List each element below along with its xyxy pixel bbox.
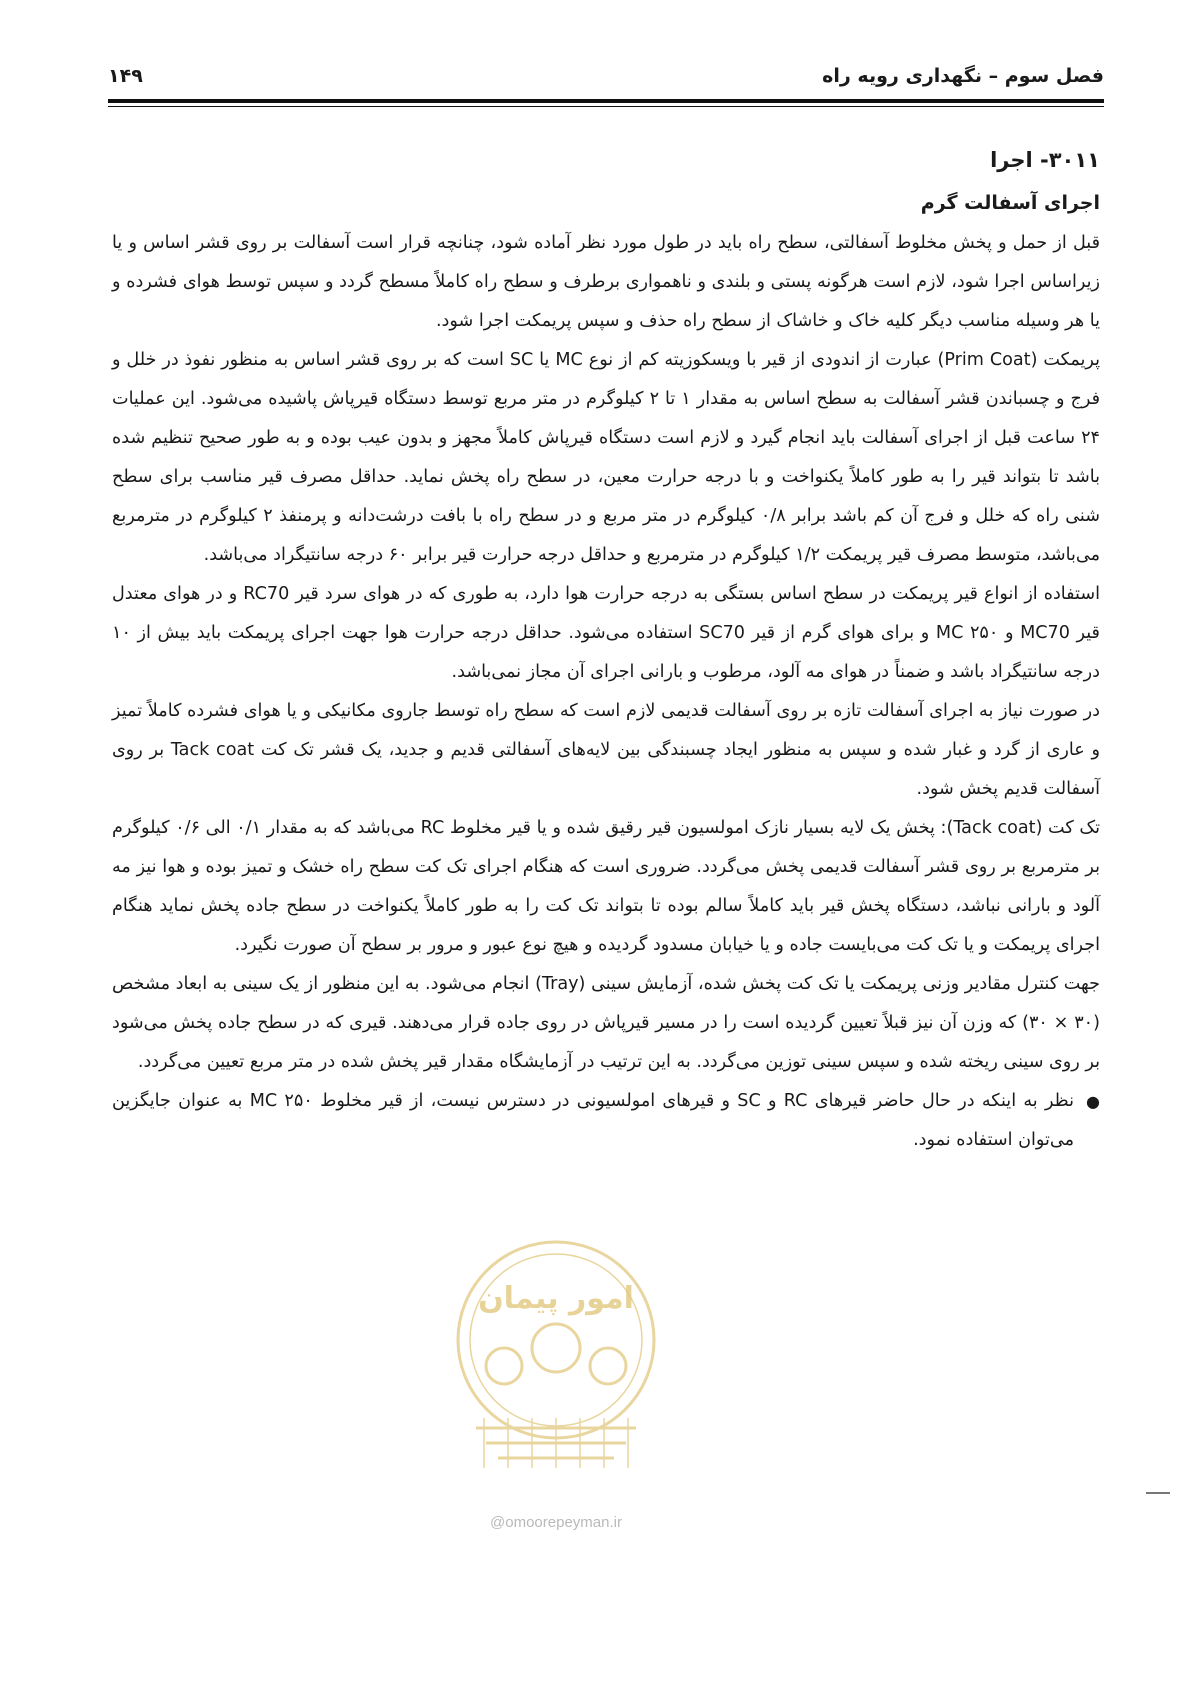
- watermark-url: @omoorepeyman.ir: [490, 1514, 622, 1531]
- paragraph-overlay-cleaning: در صورت نیاز به اجرای آسفالت تازه بر روی آسفالت قدیمی لازم است که سطح راه توسط جاروی مکانیکی و یا هوای فشرده کاملاً تمیز و عاری از گرد و غبار شده و سپس به منظور ایجاد چسبندگی بین لایه‌های آسفالتی قدیم و جدید، یک قشر تک کت Tack coat بر روی آسفالت قدیم پخش شود.: [112, 701, 1101, 799]
- watermark-logo: [436, 1228, 676, 1498]
- header-rule-thin: [108, 106, 1104, 107]
- bullet-item: [112, 1082, 1100, 1160]
- paragraph-prime-coat-types: استفاده از انواع قیر پریمکت در سطح اساس بستگی به درجه حرارت هوا دارد، به طوری که در هوای سرد قیر RC70 و در هوای معتدل قیر MC70 و MC ۲۵۰ و برای هوای گرم از قیر SC70 استفاده می‌شود. حداقل درجه حرارت هوا جهت اجرای پریمکت باید بیش از ۱۰ درجه سانتیگراد باشد و ضمناً در هوای مه آلود، مرطوب و بارانی اجرای آن مجاز نمی‌باشد.: [112, 584, 1101, 682]
- page-header: [108, 56, 1104, 96]
- page-number: ۱۴۹: [108, 65, 143, 87]
- paragraph-tack-coat: تک کت (Tack coat): پخش یک لایه بسیار نازک امولسیون قیر رقیق شده و یا قیر مخلوط RC می‌باشد که به مقدار ۰/۱ الی ۰/۶ کیلوگرم بر مترمربع بر روی قشر آسفالت قدیمی پخش می‌گردد. ضروری است که هنگام اجرای تک کت سطح راه خشک و تمیز بوده و هوا نیز مه آلود و بارانی نباشد، دستگاه پخش قیر باید کاملاً سالم بوده تا بتواند تک کت را به طور کاملاً یکنواخت در سطح جاده پخش نماید هنگام اجرای پریمکت و یا تک کت می‌بایست جاده و یا خیابان مسدود گردیده و هیچ نوع عبور و مرور بر سطح آن صورت نگیرد.: [112, 818, 1100, 955]
- page-content: [112, 138, 1100, 1160]
- bullet-text: نظر به اینکه در حال حاضر قیرهای RC و SC و قیرهای امولسیونی در دسترس نیست، از قیر مخلوط MC ۲۵۰ به عنوان جایگزین می‌توان استفاده نمود.: [112, 1091, 1074, 1150]
- watermark-logo-text: امور پیمان: [478, 1281, 634, 1316]
- paragraph-surface-preparation: قبل از حمل و پخش مخلوط آسفالتی، سطح راه باید در طول مورد نظر آماده شود، چنانچه قرار است آسفالت بر روی قشر اساس و یا زیراساس اجرا شود، لازم است هرگونه پستی و بلندی و ناهمواری برطرف و سطح راه کاملاً مسطح گردد و سپس توسط هوای فشرده و یا هر وسیله مناسب دیگر کلیه خاک و خاشاک از سطح راه حذف و سپس پریمکت اجرا شود.: [112, 233, 1100, 331]
- bullet-mark: ●: [1086, 1092, 1100, 1111]
- chapter-title: فصل سوم – نگهداری رویه راه: [822, 65, 1104, 87]
- header-rule-thick: [108, 99, 1104, 103]
- paragraph-prime-coat: پریمکت (Prim Coat) عبارت از اندودی از قیر با ویسکوزیته کم از نوع MC یا SC است که بر روی قشر اساس به منظور نفوذ در خلل و فرج و چسباندن قشر آسفالت به سطح اساس به مقدار ۱ تا ۲ کیلوگرم در متر مربع توسط دستگاه قیرپاش پاشیده می‌شود. این عملیات ۲۴ ساعت قبل از اجرای آسفالت باید انجام گیرد و لازم است دستگاه قیرپاش کاملاً مجهز و بدون عیب بوده و به طور صحیح تنظیم شده باشد تا بتواند قیر را به طور کاملاً یکنواخت و با درجه حرارت معین، در سطح راه پخش نماید. حداقل مصرف قیر مناسب برای سطح شنی راه که خلل و فرج آن کم باشد برابر ۰/۸ کیلوگرم در متر مربع و در سطح راه با بافت درشت‌دانه و پرمنفذ ۲ کیلوگرم در مترمربع می‌باشد، متوسط مصرف قیر پریمکت ۱/۲ کیلوگرم در مترمربع و حداقل درجه حرارت قیر برابر ۶۰ درجه سانتیگراد می‌باشد.: [112, 350, 1101, 565]
- scan-mark: [1146, 1492, 1170, 1494]
- paragraph-tray-test: جهت کنترل مقادیر وزنی پریمکت یا تک کت پخش شده، آزمایش سینی (Tray) انجام می‌شود. به این منظور از یک سینی به ابعاد مشخص (۳۰ × ۳۰) که وزن آن نیز قبلاً تعیین گردیده است را در مسیر قیرپاش در روی جاده قرار می‌دهند. قیری که در سطح جاده پخش می‌شود بر روی سینی ریخته شده و سپس سینی توزین می‌گردد. به این ترتیب در آزمایشگاه مقدار قیر پخش شده در متر مربع تعیین می‌گردد.: [112, 974, 1100, 1072]
- section-heading: ۳۰۱۱- اجرا: [990, 148, 1100, 172]
- sub-heading: اجرای آسفالت گرم: [920, 192, 1100, 214]
